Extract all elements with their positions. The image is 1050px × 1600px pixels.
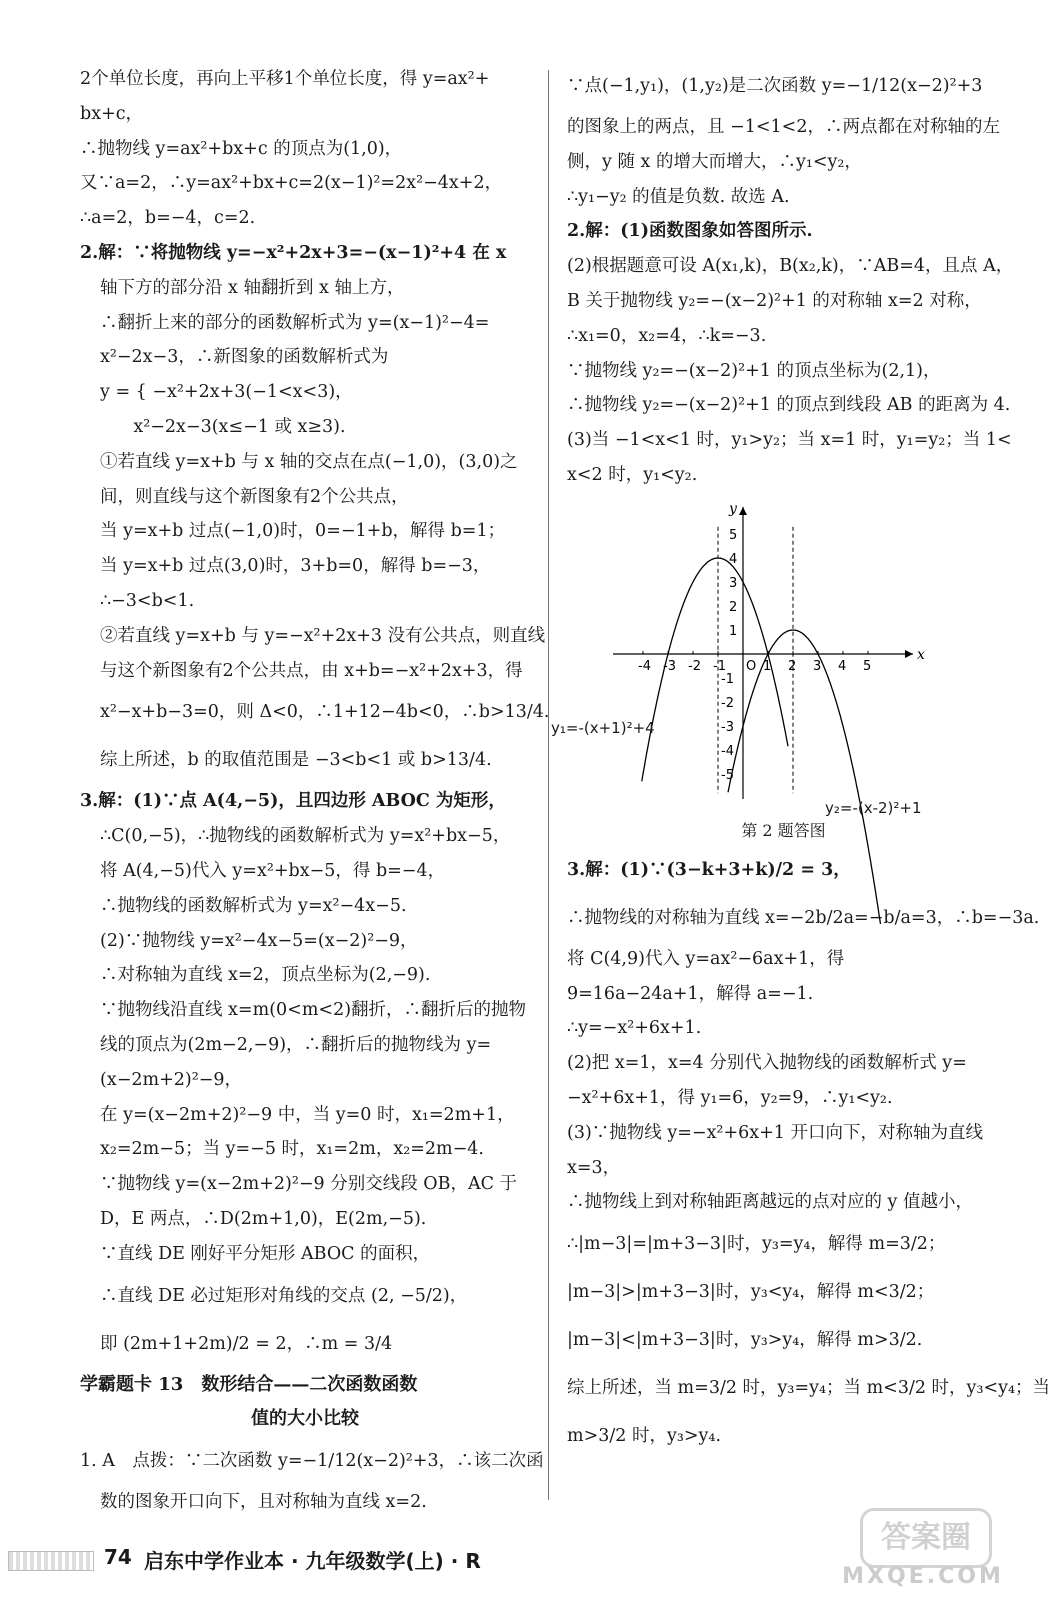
section-title-line-2: 值的大小比较 bbox=[251, 1408, 359, 1430]
piecewise-line-1: y = { −x²+2x+3(−1<x<3)， bbox=[100, 382, 353, 403]
section-title bbox=[80, 1368, 530, 1438]
text-line: ∴a=2，b=−4，c=2. bbox=[80, 208, 256, 229]
y-axis-arrow bbox=[739, 507, 747, 515]
text-line: 综上所述，当 m=3/2 时，y₃=y₄；当 m<3/2 时，y₃<y₄；当 bbox=[567, 1378, 1050, 1399]
y-tick-label: 5 bbox=[729, 527, 738, 543]
x-tick-label: -2 bbox=[688, 658, 701, 674]
text-line: ∴|m−3|=|m+3−3|时，y₃=y₄，解得 m=3/2； bbox=[567, 1234, 946, 1255]
text-line: ∴抛物线 y₂=−(x−2)²+1 的顶点到线段 AB 的距离为 4. bbox=[567, 395, 1011, 416]
text-line: ∴抛物线上到对称轴距离越远的点对应的 y 值越小， bbox=[567, 1192, 974, 1213]
text-line: ∴抛物线 y=ax²+bx+c 的顶点为(1,0)， bbox=[80, 138, 403, 159]
text-line: 当 y=x+b 过点(−1,0)时，0=−1+b，解得 b=1； bbox=[100, 521, 506, 542]
text-line: ∴y₁−y₂ 的值是负数. 故选 A. bbox=[567, 186, 790, 207]
text-line: ①若直线 y=x+b 与 x 轴的交点在点(−1,0)，(3,0)之 bbox=[100, 451, 518, 472]
text-line: x²−2x−3，∴新图象的函数解析式为 bbox=[100, 347, 389, 368]
text-line: 的图象上的两点，且 −1<1<2，∴两点都在对称轴的左 bbox=[567, 117, 1000, 137]
text-line: 数的图象开口向下，且对称轴为直线 x=2. bbox=[100, 1492, 427, 1513]
text-line: (2)根据题意可设 A(x₁,k)，B(x₂,k)，∵AB=4，且点 A， bbox=[567, 256, 1014, 277]
question-2-start: 2.解：∵将抛物线 y=−x²+2x+3=−(x−1)²+4 在 x bbox=[80, 242, 507, 263]
text-line: ∴抛物线的函数解析式为 y=x²−4x−5. bbox=[100, 895, 407, 916]
figure-caption: 第 2 题答图 bbox=[741, 820, 826, 840]
text-line: m>3/2 时，y₃>y₄. bbox=[567, 1426, 722, 1447]
column-divider bbox=[548, 70, 549, 1500]
x-tick-label: O bbox=[746, 658, 757, 674]
right-column bbox=[551, 62, 1050, 1460]
text-line: ∵抛物线 y₂=−(x−2)²+1 的顶点坐标为(2,1)， bbox=[567, 360, 941, 381]
x-axis-label: x bbox=[917, 646, 925, 663]
text-line: ∵抛物线 y=(x−2m+2)²−9 分别交线段 OB，AC 于 bbox=[100, 1174, 518, 1195]
curve2-label: y₂=-(x-2)²+1 bbox=[825, 798, 922, 817]
text-line: 即 (2m+1+2m)/2 = 2，∴m = 3/4 bbox=[100, 1333, 393, 1354]
text-line: ∵抛物线沿直线 x=m(0<m<2)翻折，∴翻折后的抛物 bbox=[100, 1000, 527, 1021]
x-tick-label: -4 bbox=[638, 658, 651, 674]
watermark-site: MXQE.COM bbox=[842, 1564, 1004, 1589]
page-footer bbox=[8, 1545, 528, 1575]
book-title: 启东中学作业本 · 九年级数学(上) · R bbox=[144, 1549, 481, 1573]
text-line: ∴翻折上来的部分的函数解析式为 y=(x−1)²−4= bbox=[100, 312, 490, 333]
text-line: (x−2m+2)²−9， bbox=[100, 1069, 243, 1090]
text-line: (3)当 −1<x<1 时，y₁>y₂；当 x=1 时，y₁=y₂；当 1< bbox=[567, 430, 1012, 451]
x-tick-label: -1 bbox=[713, 658, 726, 674]
tick-labels bbox=[638, 528, 871, 783]
y-tick-label: -1 bbox=[721, 671, 734, 687]
text-line: ∴抛物线的对称轴为直线 x=−2b/2a=−b/a=3，∴b=−3a. bbox=[567, 907, 1040, 928]
text-line: 轴下方的部分沿 x 轴翻折到 x 轴上方， bbox=[100, 277, 405, 298]
x-tick-label: 5 bbox=[863, 658, 872, 674]
text-line: B 关于抛物线 y₂=−(x−2)²+1 的对称轴 x=2 对称， bbox=[567, 290, 982, 311]
text-line: 综上所述，b 的取值范围是 −3<b<1 或 b>13/4. bbox=[100, 750, 492, 771]
answer-figure bbox=[551, 499, 925, 817]
parabola-graph bbox=[603, 499, 923, 814]
question-3-start: 3.解：(1)∵(3−k+3+k)/2 = 3， bbox=[567, 859, 851, 880]
text-line: ∵直线 DE 刚好平分矩形 ABOC 的面积， bbox=[100, 1243, 431, 1264]
text-line: x=3， bbox=[567, 1157, 621, 1178]
text-line: 1. A 点拨：∵二次函数 y=−1/12(x−2)²+3，∴该二次函 bbox=[80, 1451, 544, 1472]
text-line: 与这个新图象有2个公共点，由 x+b=−x²+2x+3，得 bbox=[100, 660, 523, 681]
x-tick-label: 2 bbox=[788, 658, 797, 674]
text-line: bx+c， bbox=[80, 103, 144, 124]
text-line: 当 y=x+b 过点(3,0)时，3+b=0，解得 b=−3， bbox=[100, 556, 491, 577]
watermark bbox=[838, 1508, 1008, 1594]
text-line: D，E 两点，∴D(2m+1,0)，E(2m,−5). bbox=[100, 1208, 427, 1229]
text-line: |m−3|<|m+3−3|时，y₃>y₄，解得 m>3/2. bbox=[567, 1330, 923, 1351]
y-tick-label: 4 bbox=[729, 551, 738, 567]
piecewise-line-2: x²−2x−3(x≤−1 或 x≥3). bbox=[100, 416, 346, 437]
text-line: ∴−3<b<1. bbox=[100, 590, 195, 611]
section-title-line-1: 学霸题卡 13 数形结合——二次函数函数 bbox=[80, 1373, 418, 1395]
text-line: x<2 时，y₁<y₂. bbox=[567, 464, 698, 485]
watermark-logo: 答案圈 bbox=[860, 1508, 992, 1568]
text-line: 将 A(4,−5)代入 y=x²+bx−5，得 b=−4， bbox=[100, 860, 446, 881]
y-tick-label: 1 bbox=[729, 623, 738, 639]
x-tick-label: 3 bbox=[813, 658, 822, 674]
text-line: ②若直线 y=x+b 与 y=−x²+2x+3 没有公共点，则直线 bbox=[100, 625, 546, 646]
barcode-stamp bbox=[8, 1551, 94, 1571]
text-line: ∴y=−x²+6x+1. bbox=[567, 1018, 702, 1039]
text-line: |m−3|>|m+3−3|时，y₃<y₄，解得 m<3/2； bbox=[567, 1282, 935, 1303]
y-tick-label: 3 bbox=[729, 575, 738, 591]
text-line: ∴直线 DE 必过矩形对角线的交点 (2, −5/2)， bbox=[100, 1285, 468, 1306]
x-tick-label: 1 bbox=[763, 658, 772, 674]
left-column bbox=[80, 62, 550, 1520]
y-tick-label: -2 bbox=[721, 695, 734, 711]
axes bbox=[613, 501, 925, 799]
text-line: x²−x+b−3=0，则 Δ<0，∴1+12−4b<0，∴b>13/4. bbox=[100, 702, 550, 723]
text-line: 线的顶点为(2m−2,−9)，∴翻折后的抛物线为 y= bbox=[100, 1034, 492, 1055]
text-line: 侧，y 随 x 的增大而增大，∴y₁<y₂， bbox=[567, 151, 862, 172]
text-line: (2)把 x=1，x=4 分别代入抛物线的函数解析式 y= bbox=[567, 1053, 967, 1074]
text-line: ∴C(0,−5)，∴抛物线的函数解析式为 y=x²+bx−5， bbox=[100, 826, 511, 847]
question-3-start: 3.解：(1)∵点 A(4,−5)，且四边形 ABOC 为矩形， bbox=[80, 791, 506, 812]
text-line: 又∵a=2，∴y=ax²+bx+c=2(x−1)²=2x²−4x+2， bbox=[80, 173, 503, 194]
text-line: 在 y=(x−2m+2)²−9 中，当 y=0 时，x₁=2m+1， bbox=[100, 1104, 515, 1125]
question-2-start: 2.解：(1)函数图象如答图所示. bbox=[567, 221, 813, 242]
text-line: −x²+6x+1，得 y₁=6，y₂=9，∴y₁<y₂. bbox=[567, 1087, 893, 1108]
x-tick-label: 4 bbox=[838, 658, 847, 674]
text-line: 9=16a−24a+1，解得 a=−1. bbox=[567, 983, 814, 1004]
text-line: ∴x₁=0，x₂=4，∴k=−3. bbox=[567, 325, 767, 346]
y-tick-label: -5 bbox=[721, 767, 734, 783]
y-tick-label: -4 bbox=[721, 743, 734, 759]
curve1-label: y₁=-(x+1)²+4 bbox=[551, 718, 655, 737]
text-line: x₂=2m−5；当 y=−5 时，x₁=2m，x₂=2m−4. bbox=[100, 1139, 484, 1160]
text-line: 间，则直线与这个新图象有2个公共点， bbox=[100, 486, 409, 507]
text-line: 将 C(4,9)代入 y=ax²−6ax+1，得 bbox=[567, 948, 845, 969]
y-tick-label: -3 bbox=[721, 719, 734, 735]
text-line: (3)∵抛物线 y=−x²+6x+1 开口向下，对称轴为直线 bbox=[567, 1122, 983, 1143]
text-line: ∴对称轴为直线 x=2，顶点坐标为(2,−9). bbox=[100, 965, 431, 986]
x-axis-arrow bbox=[905, 650, 913, 658]
text-line: 2个单位长度，再向上平移1个单位长度，得 y=ax²+ bbox=[80, 69, 490, 89]
text-line: ∵点(−1,y₁)，(1,y₂)是二次函数 y=−1/12(x−2)²+3 bbox=[567, 76, 983, 96]
text-line: (2)∵抛物线 y=x²−4x−5=(x−2)²−9， bbox=[100, 930, 418, 951]
x-tick-label: -3 bbox=[663, 658, 676, 674]
y-axis-label: y bbox=[729, 500, 737, 517]
page-number: 74 bbox=[104, 1545, 132, 1569]
y-tick-label: 2 bbox=[729, 599, 738, 615]
